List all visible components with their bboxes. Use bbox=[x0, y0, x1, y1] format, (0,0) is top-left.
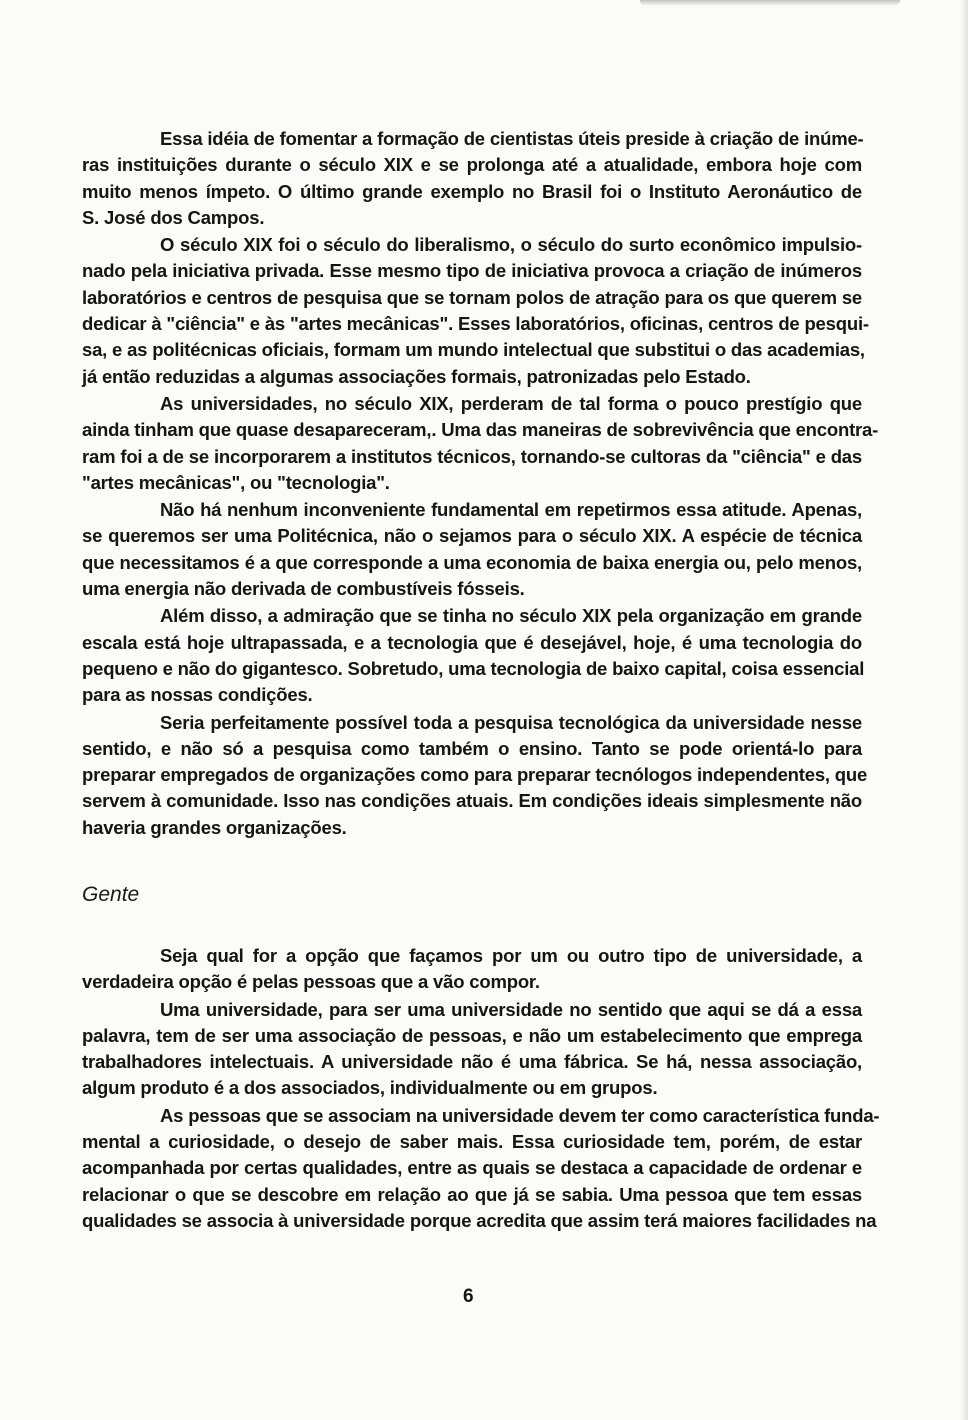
text-line: para as nossas condições. bbox=[82, 684, 313, 706]
text-line: sa, e as politécnicas oficiais, formam um mundo intelectual que substitui o das academias, bbox=[82, 339, 865, 361]
text-line: ainda tinham que quase desapareceram,. Uma das maneiras de sobrevivência que encontra- bbox=[82, 419, 879, 441]
paragraph bbox=[82, 1103, 880, 1234]
text-line: acompanhada por certas qualidades, entre as quais se destaca a capacidade de ordenar e bbox=[82, 1157, 862, 1179]
text-line: algum produto é a dos associados, individualmente ou em grupos. bbox=[82, 1077, 658, 1099]
text-line: dedicar à "ciência" e às "artes mecânicas". Esses laboratórios, oficinas, centros de pesqui- bbox=[82, 313, 869, 335]
text-line: O século XIX foi o século do liberalismo, o século do surto econômico impulsio- bbox=[160, 234, 862, 256]
text-line: As pessoas que se associam na universidade devem ter como característica funda- bbox=[160, 1104, 880, 1126]
section-heading: Gente bbox=[82, 883, 140, 906]
text-line: verdadeira opção é pelas pessoas que a vão compor. bbox=[82, 971, 540, 993]
text-line: escala está hoje ultrapassada, e a tecnologia que é desejável, hoje, é uma tecnologia do bbox=[82, 631, 862, 653]
text-line: servem à comunidade. Isso nas condições atuais. Em condições ideais simplesmente não bbox=[82, 790, 862, 812]
paragraph bbox=[82, 391, 879, 496]
text-line: Essa idéia de fomentar a formação de cientistas úteis preside à criação de inúme- bbox=[160, 128, 864, 149]
text-line: Seja qual for a opção que façamos por um ou outro tipo de universidade, a bbox=[160, 945, 862, 966]
text-line: nado pela iniciativa privada. Esse mesmo tipo de iniciativa provoca a criação de inúmeros bbox=[82, 260, 862, 282]
scan-shadow bbox=[640, 0, 900, 6]
text-line: haveria grandes organizações. bbox=[82, 816, 347, 838]
page-number: 6 bbox=[463, 1286, 474, 1307]
text-line: laboratórios e centros de pesquisa que se tornam polos de atração para os que querem se bbox=[82, 286, 862, 308]
paragraph bbox=[82, 232, 869, 390]
text-line: mental a curiosidade, o desejo de saber mais. Essa curiosidade tem, porém, de estar bbox=[82, 1131, 862, 1153]
text-line: se queremos ser uma Politécnica, não o sejamos para o século XIX. A espécie de técnica bbox=[82, 525, 862, 547]
text-line: Não há nenhum inconveniente fundamental em repetirmos essa atitude. Apenas, bbox=[160, 499, 862, 521]
text-line: ras instituições durante o século XIX e se prolonga até a atualidade, embora hoje com bbox=[82, 154, 862, 176]
paragraph bbox=[82, 997, 862, 1102]
text-line: sentido, e não só a pesquisa como também o ensino. Tanto se pode orientá-lo para bbox=[82, 737, 862, 759]
text-line: Uma universidade, para ser uma universidade no sentido que aqui se dá a essa bbox=[160, 998, 862, 1020]
text-line: Seria perfeitamente possível toda a pesquisa tecnológica da universidade nesse bbox=[160, 711, 862, 733]
paragraph bbox=[82, 710, 868, 841]
text-line: S. José dos Campos. bbox=[82, 206, 265, 228]
text-line: qualidades se associa à universidade porque acredita que assim terá maiores facilidades na bbox=[82, 1209, 877, 1231]
text-line: As universidades, no século XIX, perderam de tal forma o pouco prestígio que bbox=[160, 392, 862, 414]
body-text-part2 bbox=[82, 943, 880, 1234]
text-line: preparar empregados de organizações como para preparar tecnólogos independentes, que bbox=[82, 764, 868, 786]
text-line: relacionar o que se descobre em relação ao que já se sabia. Uma pessoa que tem essas bbox=[82, 1183, 862, 1205]
text-line: uma energia não derivada de combustíveis fósseis. bbox=[82, 578, 525, 600]
text-line: que necessitamos é a que corresponde a uma economia de baixa energia ou, pelo menos, bbox=[82, 551, 862, 573]
text-line: já então reduzidas a algumas associações formais, patronizadas pelo Estado. bbox=[82, 365, 751, 387]
paragraph bbox=[82, 497, 862, 602]
page-edge bbox=[960, 0, 968, 1420]
paragraph bbox=[82, 603, 865, 708]
text-line: Além disso, a admiração que se tinha no século XIX pela organização em grande bbox=[160, 605, 862, 627]
text-line: pequeno e não do gigantesco. Sobretudo, uma tecnologia de baixo capital, coisa essencial bbox=[82, 657, 865, 679]
text-line: ram foi a de se incorporarem a institutos técnicos, tornando-se cultoras da "ciência" e das bbox=[82, 445, 862, 467]
text-line: trabalhadores intelectuais. A universidade não é uma fábrica. Se há, nessa associação, bbox=[82, 1051, 862, 1073]
text-line: "artes mecânicas", ou "tecnologia". bbox=[82, 471, 390, 493]
body-text-part1 bbox=[82, 126, 879, 841]
paragraph bbox=[82, 126, 862, 231]
text-line: muito menos ímpeto. O último grande exemplo no Brasil foi o Instituto Aeronáutico de bbox=[82, 180, 862, 202]
text-line: palavra, tem de ser uma associação de pessoas, e não um estabelecimento que emprega bbox=[82, 1024, 862, 1046]
paragraph bbox=[82, 943, 862, 996]
